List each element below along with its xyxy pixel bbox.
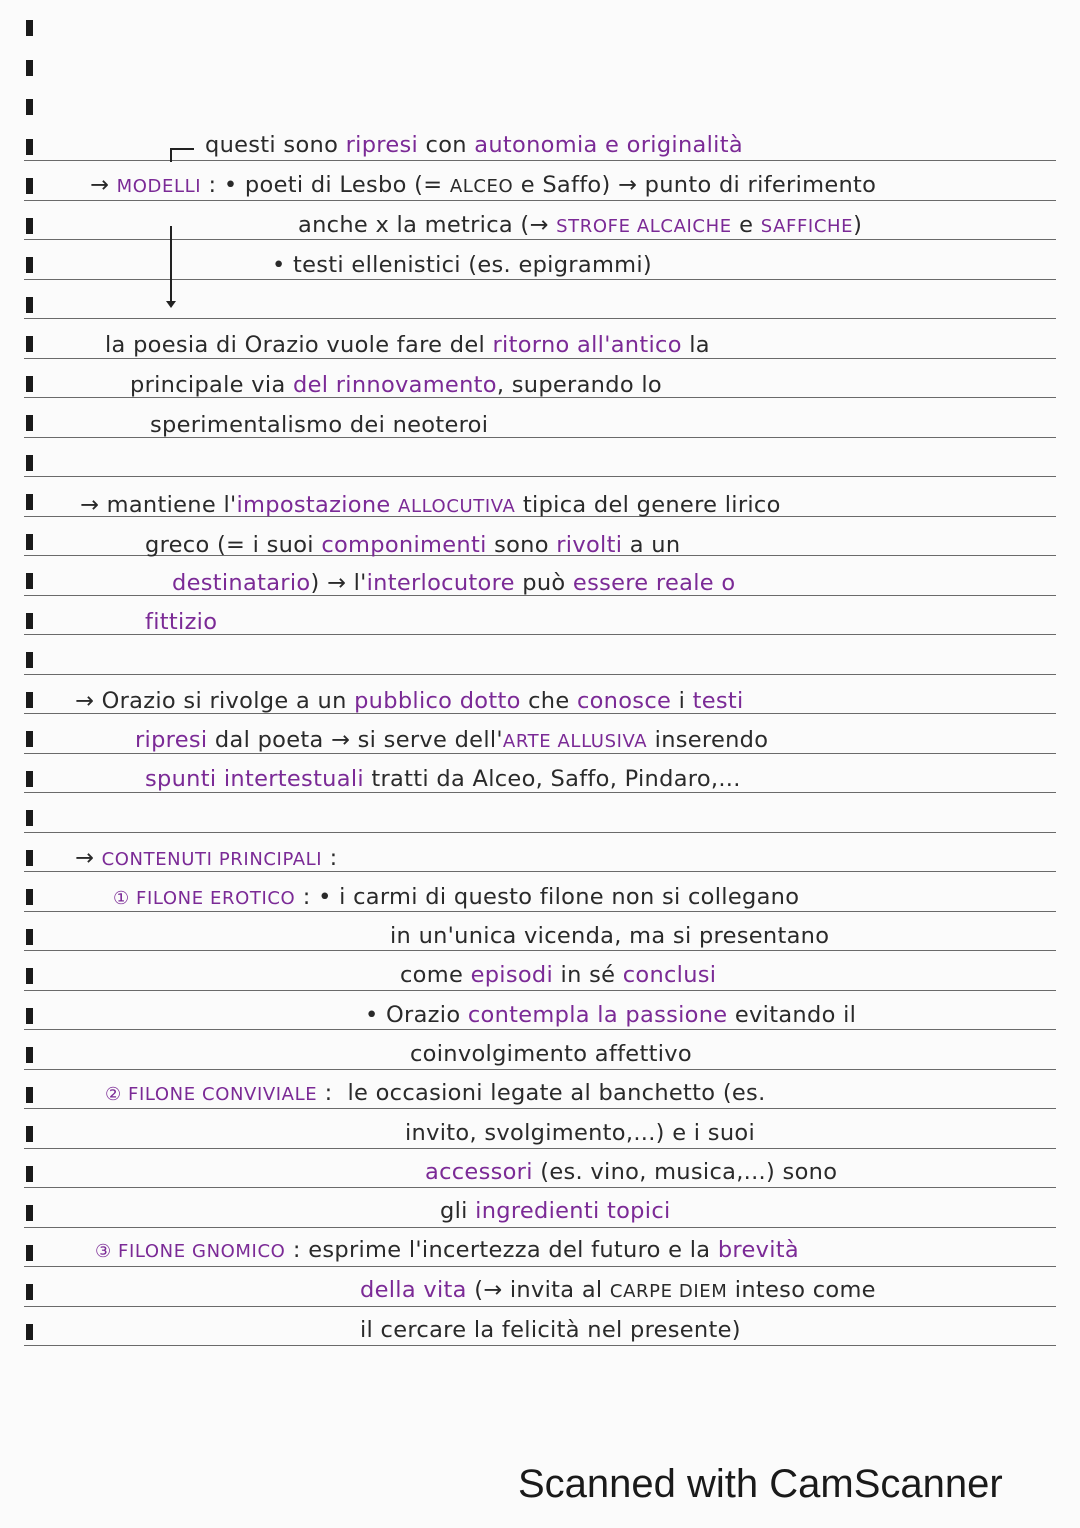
margin-mark [26, 1166, 33, 1182]
margin-mark [26, 257, 33, 273]
note-line [400, 960, 716, 990]
highlighted-text: ritorno all'antico [492, 332, 682, 358]
margin-mark [26, 336, 33, 352]
note-text: il cercare la felicità nel presente) [360, 1317, 741, 1343]
note-line [205, 130, 743, 160]
highlighted-text: fittizio [145, 609, 218, 635]
ruled-line [24, 674, 1056, 675]
highlighted-text: testi [692, 688, 744, 714]
note-line [360, 1275, 876, 1307]
note-line [405, 1118, 755, 1148]
highlighted-text: spunti intertestuali [145, 766, 364, 792]
highlighted-text: MODELLI [116, 176, 202, 197]
highlighted-text: impostazione [236, 492, 391, 518]
note-text: ) → l' [310, 570, 367, 596]
highlighted-text: brevità [717, 1237, 800, 1263]
note-line [80, 490, 781, 522]
note-text [391, 492, 398, 518]
margin-mark [26, 139, 33, 155]
highlighted-text: accessori [425, 1159, 533, 1185]
note-text: ) [853, 212, 863, 238]
note-text: che [520, 688, 577, 714]
note-text: • testi ellenistici (es. epigrammi) [272, 252, 653, 278]
margin-mark [26, 771, 33, 787]
note-text: : esprime l'incertezza del futuro e la [285, 1237, 718, 1263]
highlighted-text: del rinnovamento [293, 372, 497, 398]
highlighted-text: contempla la passione [467, 1002, 728, 1028]
note-text: tratti da Alceo, Saffo, Pindaro,... [363, 766, 741, 792]
highlighted-text: ② FILONE CONVIVIALE [105, 1084, 318, 1105]
note-text: → Orazio si rivolge a un [75, 688, 355, 714]
highlighted-text: SAFFICHE [760, 216, 854, 237]
note-line [360, 1315, 741, 1345]
note-text: gli [440, 1198, 476, 1224]
note-line [135, 725, 768, 757]
highlighted-text: essere reale o [572, 570, 736, 596]
margin-mark [26, 1126, 33, 1142]
highlighted-text: della vita [360, 1277, 467, 1303]
margin-mark [26, 455, 33, 471]
note-text: questi sono [205, 132, 346, 158]
note-line [410, 1039, 692, 1069]
margin-mark [26, 60, 33, 76]
margin-mark [26, 376, 33, 392]
highlighted-text: interlocutore [366, 570, 515, 596]
margin-mark [26, 494, 33, 510]
down-arrow-icon [170, 226, 172, 304]
note-text: inteso come [727, 1277, 876, 1303]
margin-mark [26, 1205, 33, 1221]
note-text: coinvolgimento affettivo [410, 1041, 692, 1067]
note-text: (→ invita al [466, 1277, 610, 1303]
note-line [105, 330, 710, 360]
highlighted-text: ARTE ALLUSIVA [502, 731, 648, 752]
ruled-line [24, 318, 1056, 319]
note-line [145, 764, 741, 794]
note-text: può [514, 570, 573, 596]
note-text: dal poeta → si serve dell' [207, 727, 503, 753]
margin-mark [26, 652, 33, 668]
note-text: : [322, 845, 338, 871]
ruled-line [24, 476, 1056, 477]
note-text: : • i carmi di questo filone non si collegano [295, 884, 800, 910]
note-line [145, 607, 217, 637]
highlighted-text: pubblico dotto [354, 688, 521, 714]
margin-mark [26, 218, 33, 234]
highlighted-text: STROFE ALCAICHE [556, 216, 732, 237]
note-line [145, 530, 680, 560]
note-text: inserendo [647, 727, 769, 753]
highlighted-text: conosce [576, 688, 672, 714]
highlighted-text: ripresi [345, 132, 419, 158]
ruled-line [24, 1345, 1056, 1346]
note-text: a un [622, 532, 681, 558]
margin-mark [26, 1324, 33, 1340]
highlighted-text: ALLOCUTIVA [398, 496, 516, 517]
note-text: • Orazio [365, 1002, 468, 1028]
margin-mark [26, 692, 33, 708]
note-text: , superando lo [496, 372, 662, 398]
margin-mark [26, 297, 33, 313]
note-line [390, 921, 829, 951]
margin-mark [26, 1087, 33, 1103]
note-text: e [731, 212, 761, 238]
ruled-line [24, 832, 1056, 833]
ruled-line [24, 1227, 1056, 1228]
note-line [130, 370, 662, 400]
note-text: → [90, 172, 117, 198]
highlighted-text: conclusi [622, 962, 717, 988]
note-text: invito, svolgimento,...) e i suoi [405, 1120, 756, 1146]
margin-mark [26, 810, 33, 826]
note-line [75, 843, 338, 875]
highlighted-text: ripresi [135, 727, 208, 753]
scanner-watermark: Scanned with CamScanner [518, 1462, 1003, 1506]
margin-mark [26, 415, 33, 431]
margin-mark [26, 613, 33, 629]
note-text: come [400, 962, 471, 988]
note-line [150, 410, 488, 440]
margin-mark [26, 889, 33, 905]
note-line [90, 170, 876, 202]
note-text: e Saffo) → punto di riferimento [513, 172, 877, 198]
highlighted-text: episodi [470, 962, 554, 988]
note-line [272, 250, 652, 280]
margin-mark [26, 968, 33, 984]
note-text: evitando il [727, 1002, 857, 1028]
margin-mark [26, 1047, 33, 1063]
note-text: con [418, 132, 475, 158]
highlighted-text: ingredienti topici [475, 1198, 671, 1224]
highlighted-text: rivolti [556, 532, 623, 558]
margin-mark [26, 1008, 33, 1024]
ruled-line [24, 1187, 1056, 1188]
note-text: → [75, 845, 102, 871]
highlighted-text: ① FILONE EROTICO [113, 888, 296, 909]
note-text: la [681, 332, 710, 358]
note-line [440, 1196, 671, 1226]
note-text: principale via [130, 372, 293, 398]
note-text: anche x la metrica (→ [298, 212, 557, 238]
margin-mark [26, 573, 33, 589]
highlighted-text: CONTENUTI PRINCIPALI [101, 849, 323, 870]
note-line [113, 882, 799, 914]
note-text: → mantiene l' [80, 492, 237, 518]
margin-mark [26, 99, 33, 115]
note-line [298, 210, 862, 242]
margin-mark [26, 850, 33, 866]
note-text: greco (= i suoi [145, 532, 322, 558]
highlighted-text: ③ FILONE GNOMICO [95, 1241, 286, 1262]
margin-mark [26, 178, 33, 194]
margin-mark [26, 731, 33, 747]
note-text: (es. vino, musica,...) sono [532, 1159, 838, 1185]
margin-mark [26, 1284, 33, 1300]
note-line [425, 1157, 837, 1187]
margin-mark [26, 929, 33, 945]
highlighted-text: destinatario [172, 570, 311, 596]
note-line [365, 1000, 856, 1030]
margin-mark [26, 20, 33, 36]
note-text: in sé [553, 962, 623, 988]
margin-mark [26, 1245, 33, 1261]
note-text: : • poeti di Lesbo (= [201, 172, 450, 198]
note-text: la poesia di Orazio vuole fare del [105, 332, 493, 358]
note-line [75, 686, 744, 716]
corner-arrow-icon [170, 148, 194, 162]
note-text: in un'unica vicenda, ma si presentano [390, 923, 830, 949]
note-text: tipica del genere lirico [515, 492, 781, 518]
note-text: : le occasioni legate al banchetto (es. [317, 1080, 766, 1106]
note-text: ALCEO [449, 176, 514, 197]
note-text: CARPE DIEM [609, 1281, 728, 1302]
note-text: sperimentalismo dei neoteroi [150, 412, 489, 438]
note-text: sono [486, 532, 557, 558]
note-line [172, 568, 735, 598]
note-line [95, 1235, 799, 1267]
highlighted-text: componimenti [321, 532, 487, 558]
note-text: i [671, 688, 693, 714]
note-line [105, 1078, 766, 1110]
margin-mark [26, 534, 33, 550]
highlighted-text: autonomia e originalità [474, 132, 743, 158]
